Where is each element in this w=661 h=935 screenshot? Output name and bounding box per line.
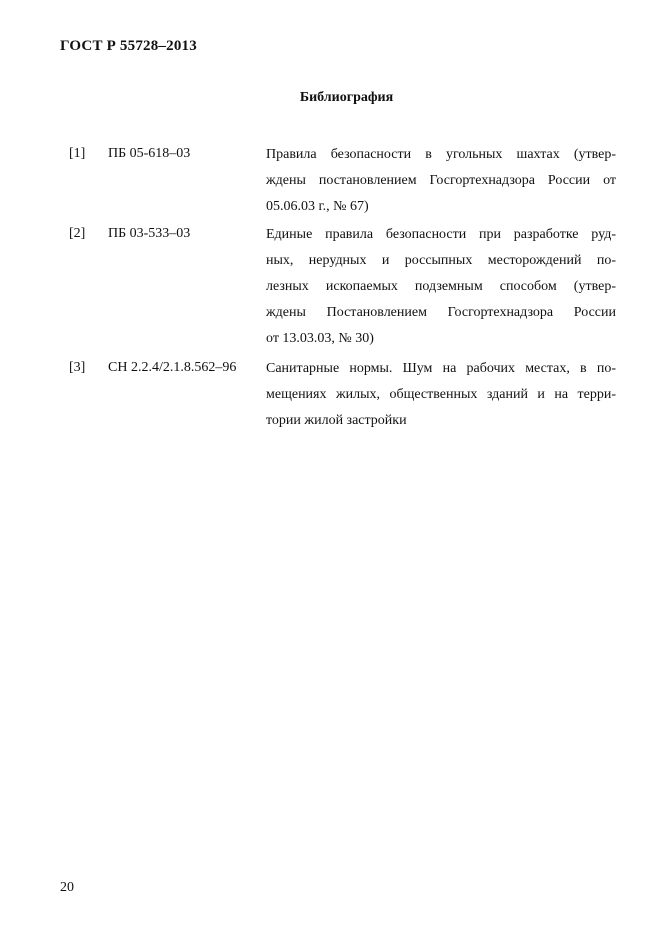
bibliography-title: Библиография — [299, 90, 394, 105]
entry-line: ных, нерудных и россыпных месторождений по- — [266, 253, 616, 268]
entry-line: лезных ископаемых подземным способом (утвер- — [266, 279, 616, 294]
entry-code: СН 2.2.4/2.1.8.562–96 — [108, 360, 237, 375]
entry-line: мещениях жилых, общественных зданий и на терри- — [266, 387, 616, 402]
entry-line: ждены постановлением Госгортехнадзора России от — [266, 173, 616, 188]
entry-number: [3] — [69, 360, 86, 375]
entry-description — [266, 146, 616, 224]
entry-line: от 13.03.03, № 30) — [266, 331, 374, 346]
entry-line: ждены Постановлением Госгортехнадзора России — [266, 305, 616, 320]
entry-number: [2] — [69, 226, 86, 241]
entry-code: ПБ 03-533–03 — [108, 226, 191, 241]
entry-description — [266, 360, 616, 438]
entry-code: ПБ 05-618–03 — [108, 146, 191, 161]
page-number: 20 — [60, 880, 74, 895]
document-header: ГОСТ Р 55728–2013 — [60, 38, 197, 54]
entry-number: [1] — [69, 146, 86, 161]
entry-line: Правила безопасности в угольных шахтах (утвер- — [266, 147, 616, 162]
entry-description — [266, 226, 616, 356]
entry-line: Единые правила безопасности при разработке руд- — [266, 227, 616, 242]
entry-line: 05.06.03 г., № 67) — [266, 199, 369, 214]
entry-line: Санитарные нормы. Шум на рабочих местах, в по- — [266, 361, 616, 376]
entry-line: тории жилой застройки — [266, 413, 407, 428]
